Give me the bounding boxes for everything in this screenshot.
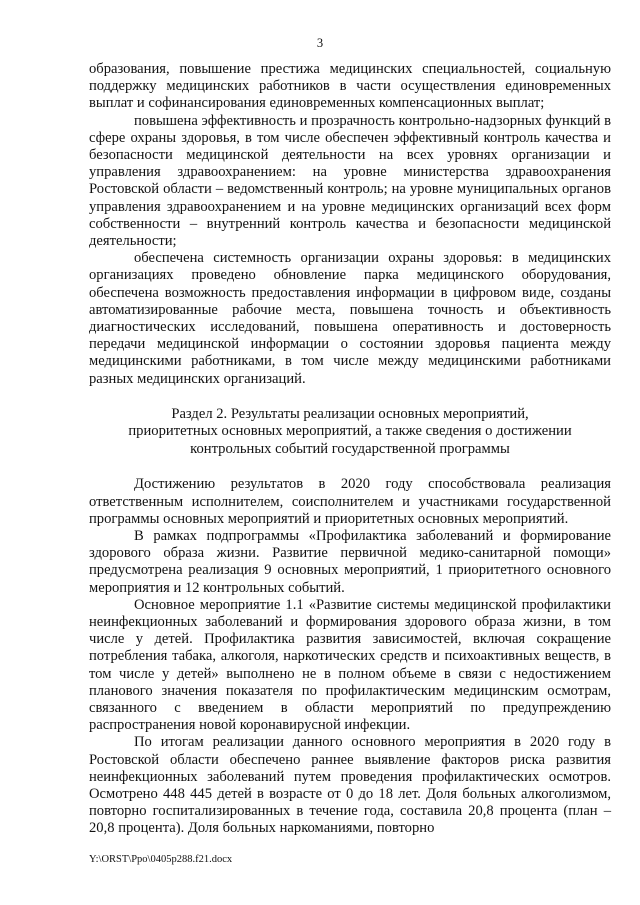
- paragraph: По итогам реализации данного основного мероприятия в 2020 году в Ростовской области обеспечено раннее выявление факторов риска развития неинфекционных заболеваний путем проведения профилактических осмотров. Осмотрено 448 445 детей в возрасте от 0 до 18 лет. Доля больных алкоголизмом, повторно госпитализированных в течение года, составила 20,8 процента (план – 20,8 процента). Доля больных наркоманиями, повторно: [89, 734, 611, 837]
- section-heading-line: Раздел 2. Результаты реализации основных мероприятий,: [171, 405, 529, 422]
- paragraph: В рамках подпрограммы «Профилактика заболеваний и формирование здорового образа жизни. Развитие первичной медико-санитарной помощи» предусмотрена реализация 9 основных мероприятий, 1 приоритетного основного мероприятия и 12 контрольных событий.: [89, 527, 611, 596]
- section-heading: [89, 406, 611, 459]
- document-body: [89, 61, 611, 838]
- section-heading-line: контрольных событий государственной программы: [190, 440, 510, 457]
- paragraph: повышена эффективность и прозрачность контрольно-надзорных функций в сфере охраны здоровья, в том числе обеспечен эффективный контроль качества и безопасности медицинской деятельности на всех уровнях организации и управления здравоохранением: на уровне министерства здравоохранения Ростовской области – ведомственный контроль; на уровне муниципальных органов управления здравоохранением и на уровне медицинских организаций всех форм собственности – внутренний контроль качества и безопасности медицинской деятельности;: [89, 112, 611, 250]
- section-heading-line: приоритетных основных мероприятий, а также сведения о достижении: [128, 423, 572, 440]
- paragraph: Основное мероприятие 1.1 «Развитие системы медицинской профилактики неинфекционных заболеваний и формирования здорового образа жизни, в том числе у детей. Профилактика развития зависимостей, включая сокращение потребления табака, алкоголя, наркотических средств и психоактивных веществ, в том числе у детей» выполнено не в полном объеме в связи с недостижением планового значения показателя по профилактическим медицинским осмотрам, связанного с введением в области мероприятий по предупреждению распространения новой коронавирусной инфекции.: [89, 596, 611, 734]
- footer-file-path: Y:\ORST\Ppo\0405p288.f21.docx: [89, 854, 233, 865]
- page-number: 3: [316, 36, 324, 50]
- paragraph: образования, повышение престижа медицинских специальностей, социальную поддержку медицинских работников в части осуществления единовременных выплат и софинансирования единовременных компенсационных выплат;: [89, 61, 611, 112]
- paragraph: Достижению результатов в 2020 году способствовала реализация ответственным исполнителем, соисполнителем и участниками государственной программы основных мероприятий и приоритетных основных мероприятий.: [89, 476, 611, 527]
- paragraph: обеспечена системность организации охраны здоровья: в медицинских организациях проведено обновление парка медицинского оборудования, обеспечена возможность предоставления информации в цифровом виде, созданы автоматизированные рабочие места, повышена точность и объективность диагностических исследований, повышена оперативность и достоверность передачи медицинской информации о состоянии здоровья пациента между медицинскими работниками, в том числе между медицинскими работниками разных медицинских организаций.: [89, 250, 611, 387]
